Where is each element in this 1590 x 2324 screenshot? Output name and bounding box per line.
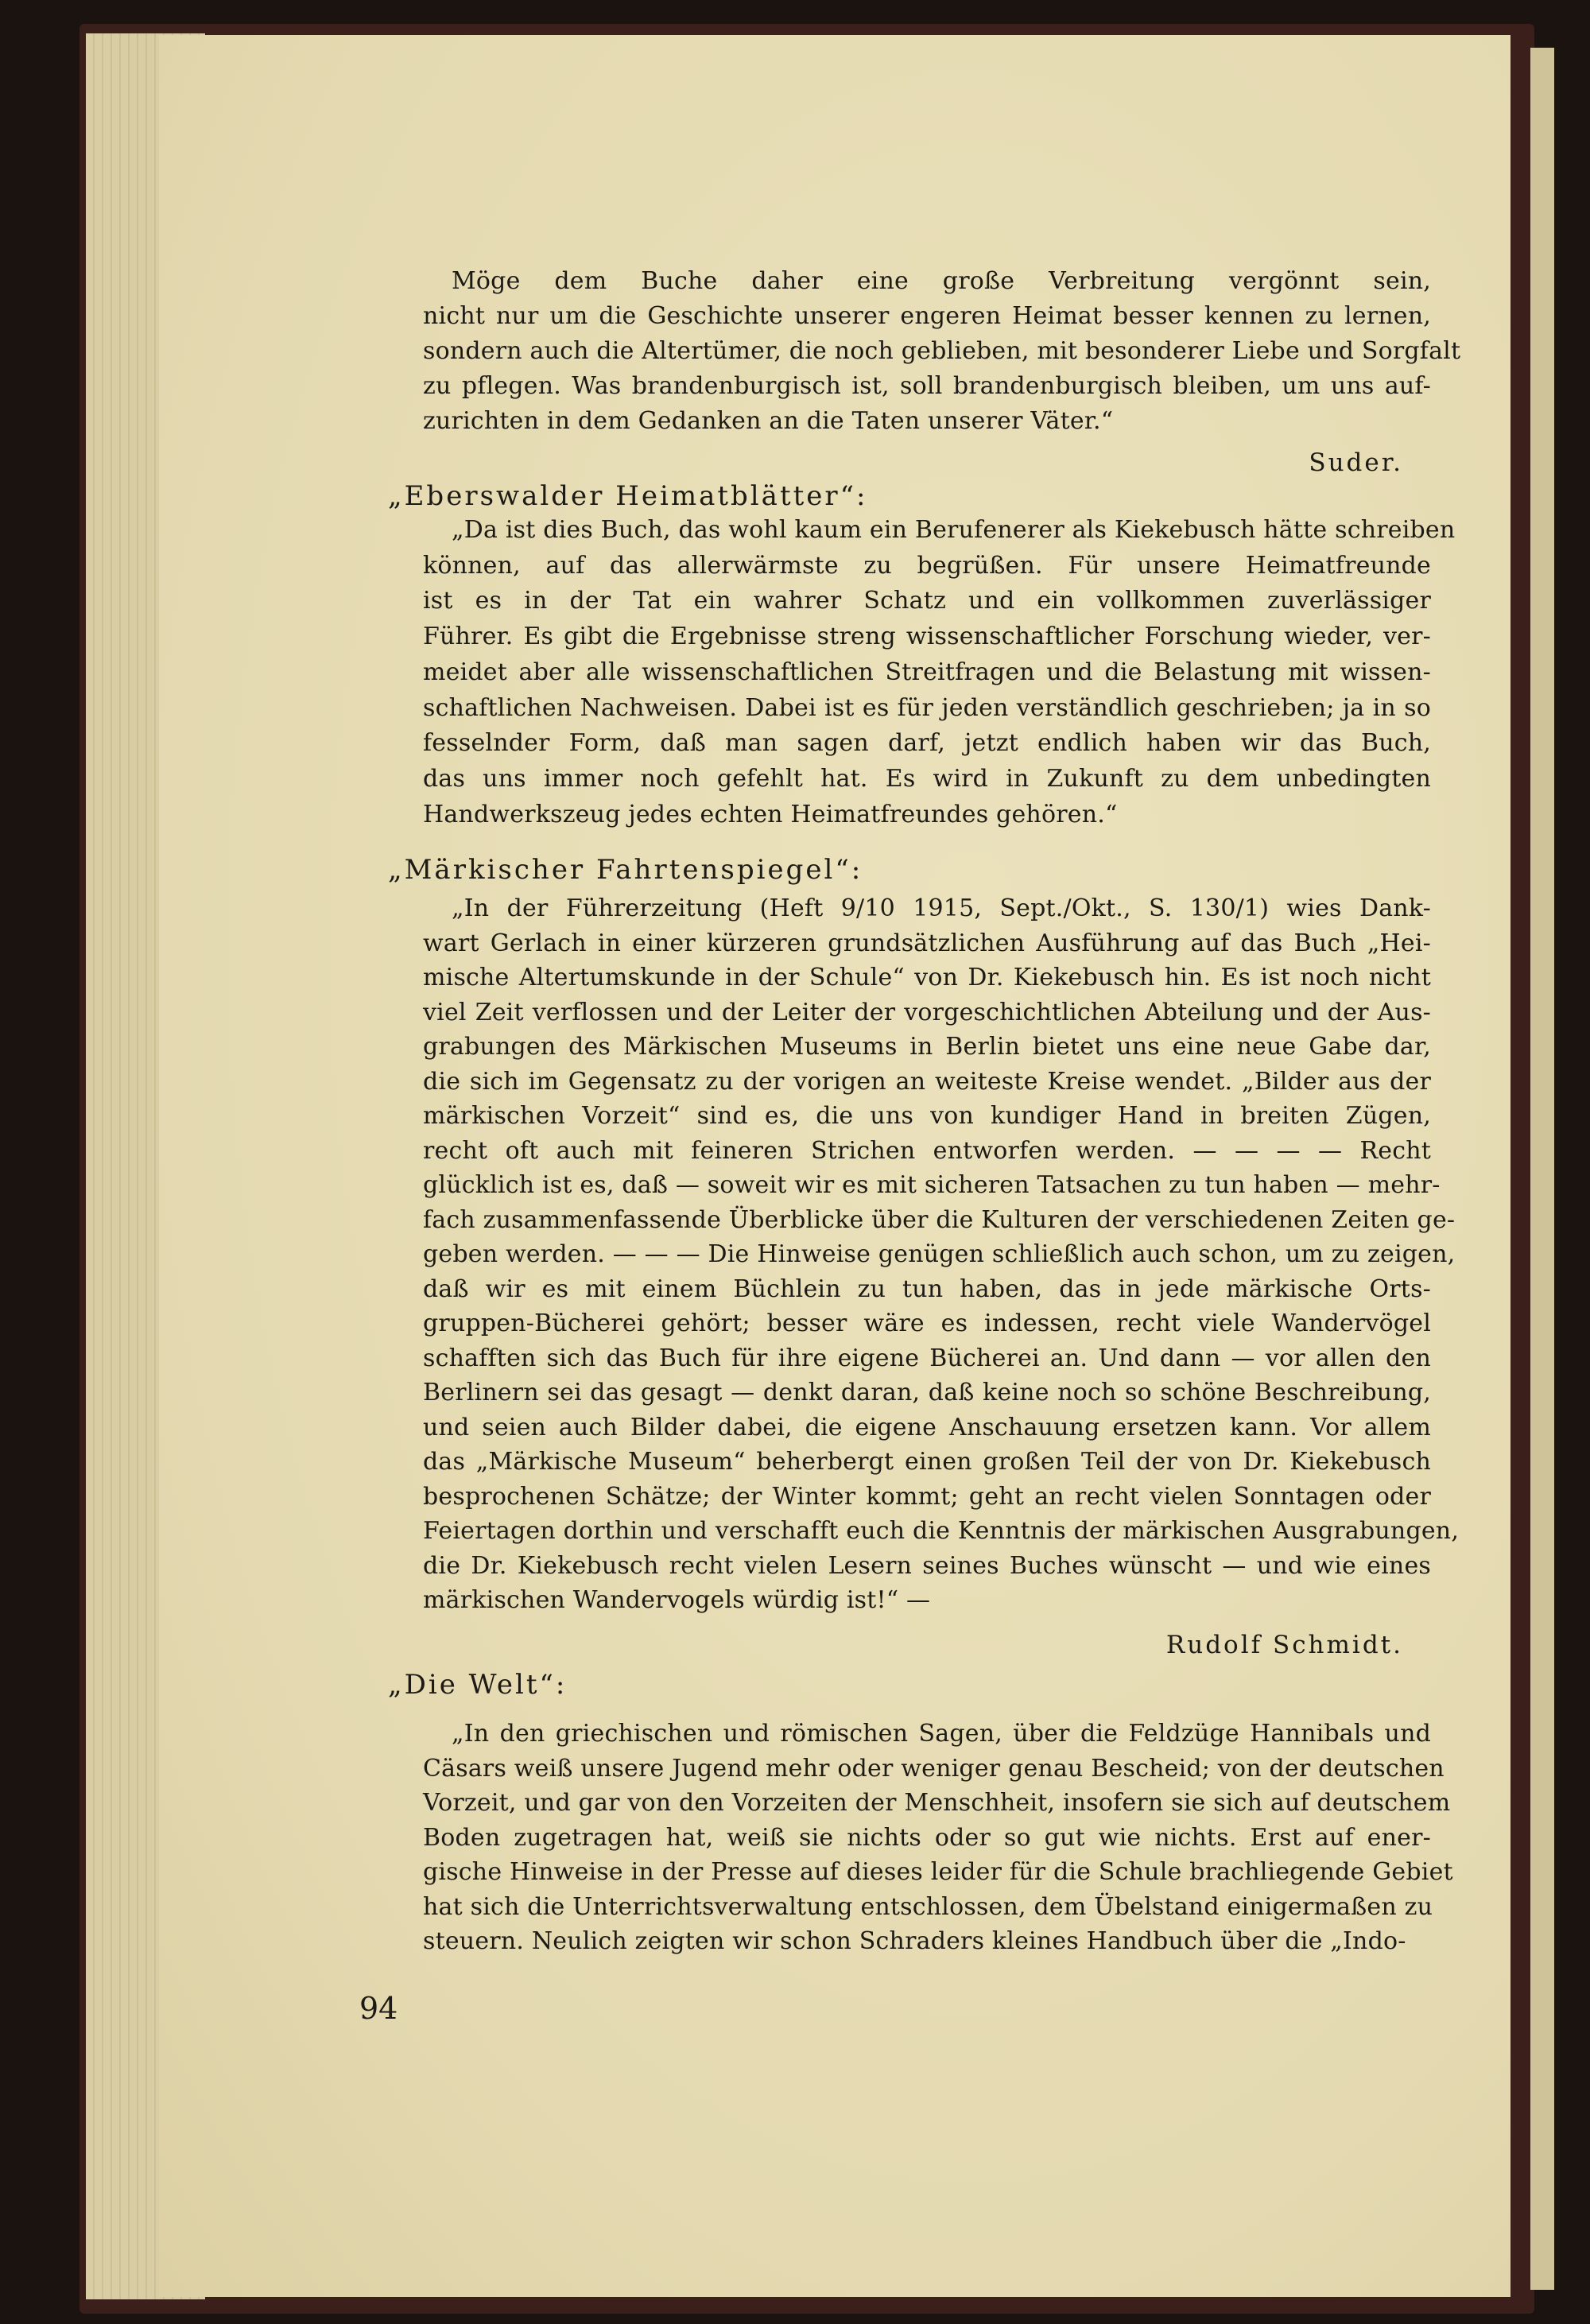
- text-line: Möge dem Buche daher eine große Verbreitung vergönnt sein,: [452, 267, 1431, 295]
- text-line: fach zusammenfassende Überblicke über die Kulturen der verschiedenen Zeiten ge-: [423, 1205, 1456, 1234]
- text-line: das uns immer noch gefehlt hat. Es wird in Zukunft zu dem unbedingten: [423, 764, 1431, 793]
- text-line: geben werden. — — — Die Hinweise genügen schließlich auch schon, um zu zeigen,: [423, 1240, 1456, 1268]
- text-line: mische Altertumskunde in der Schule“ von Dr. Kiekebusch hin. Es ist noch nicht: [423, 964, 1431, 991]
- text-line: fesselnder Form, daß man sagen darf, jetzt endlich haben wir das Buch,: [423, 729, 1431, 758]
- text-line: schaftlichen Nachweisen. Dabei ist es für jeden verständlich geschrieben; ja in so: [423, 693, 1431, 722]
- text-line: das „Märkische Museum“ beherbergt einen großen Teil der von Dr. Kiekebusch: [423, 1448, 1431, 1476]
- section-heading: „Märkischer Fahrtenspiegel“:: [388, 854, 863, 886]
- text-line: märkischen Vorzeit“ sind es, die uns von kundiger Hand in breiten Zügen,: [423, 1102, 1431, 1130]
- next-page-edge: [1530, 48, 1554, 2290]
- section-heading: „Eberswalder Heimatblätter“:: [388, 480, 868, 512]
- text-line: „Da ist dies Buch, das wohl kaum ein Berufenerer als Kiekebusch hätte schreiben: [452, 516, 1456, 544]
- text-line: gische Hinweise in der Presse auf dieses leider für die Schule brachliegende Gebiet: [423, 1858, 1453, 1886]
- text-line: recht oft auch mit feineren Strichen entworfen werden. — — — — Recht: [423, 1136, 1431, 1165]
- text-line: steuern. Neulich zeigten wir schon Schraders kleines Handbuch über die „Indo-: [423, 1927, 1406, 1955]
- text-line: zu pflegen. Was brandenburgisch ist, soll brandenburgisch bleiben, um uns auf-: [423, 372, 1431, 400]
- text-line: daß wir es mit einem Büchlein zu tun haben, das in jede märkische Orts-: [423, 1275, 1431, 1303]
- text-line: Cäsars weiß unsere Jugend mehr oder weniger genau Bescheid; von der deutschen: [423, 1754, 1445, 1783]
- text-line: ist es in der Tat ein wahrer Schatz und ein vollkommen zuverlässiger: [423, 587, 1431, 615]
- text-line: können, auf das allerwärmste zu begrüßen. Für unsere Heimatfreunde: [423, 551, 1431, 580]
- text-line: nicht nur um die Geschichte unserer engeren Heimat besser kennen zu lernen,: [423, 302, 1431, 330]
- text-line: Vorzeit, und gar von den Vorzeiten der Menschheit, insofern sie sich auf deutschem: [423, 1789, 1451, 1817]
- signature: Suder.: [1309, 448, 1403, 477]
- text-line: Handwerkszeug jedes echten Heimatfreundes gehören.“: [423, 800, 1118, 828]
- text-line: Berlinern sei das gesagt — denkt daran, daß keine noch so schöne Beschreibung,: [423, 1379, 1431, 1406]
- text-line: viel Zeit verflossen und der Leiter der vorgeschichtlichen Abteilung und der Aus-: [423, 998, 1431, 1026]
- page-number: 94: [359, 1991, 398, 2026]
- text-line: hat sich die Unterrichtsverwaltung entschlossen, dem Übelstand einigermaßen zu: [423, 1892, 1433, 1921]
- text-line: gruppen-Bücherei gehört; besser wäre es indessen, recht viele Wandervögel: [423, 1309, 1431, 1337]
- section-heading: „Die Welt“:: [388, 1669, 568, 1701]
- text-line: und seien auch Bilder dabei, die eigene Anschauung ersetzen kann. Vor allem: [423, 1413, 1431, 1441]
- text-line: Führer. Es gibt die Ergebnisse streng wissenschaftlicher Forschung wieder, ver-: [423, 623, 1431, 651]
- text-line: grabungen des Märkischen Museums in Berlin bietet uns eine neue Gabe dar,: [423, 1033, 1431, 1061]
- signature: Rudolf Schmidt.: [1165, 1631, 1403, 1659]
- text-line: besprochenen Schätze; der Winter kommt; geht an recht vielen Sonntagen oder: [423, 1482, 1431, 1511]
- text-line: wart Gerlach in einer kürzeren grundsätzlichen Ausführung auf das Buch „Hei-: [423, 929, 1431, 957]
- text-line: Boden zugetragen hat, weiß sie nichts oder so gut wie nichts. Erst auf ener-: [423, 1823, 1431, 1852]
- text-line: die Dr. Kiekebusch recht vielen Lesern seines Buches wünscht — und wie eines: [423, 1551, 1431, 1580]
- text-line: „In den griechischen und römischen Sagen, über die Feldzüge Hannibals und: [452, 1720, 1431, 1748]
- text-line: sondern auch die Altertümer, die noch geblieben, mit besonderer Liebe und Sorgfalt: [423, 337, 1461, 365]
- text-line: „In der Führerzeitung (Heft 9/10 1915, Sept./Okt., S. 130/1) wies Dank-: [452, 894, 1431, 922]
- text-line: märkischen Wandervogels würdig ist!“ —: [423, 1586, 931, 1614]
- text-line: meidet aber alle wissenschaftlichen Streitfragen und die Belastung mit wissen-: [423, 658, 1431, 686]
- text-line: schafften sich das Buch für ihre eigene Bücherei an. Und dann — vor allen den: [423, 1344, 1431, 1372]
- text-line: zurichten in dem Gedanken an die Taten unserer Väter.“: [423, 407, 1114, 435]
- text-line: Feiertagen dorthin und verschafft euch die Kenntnis der märkischen Ausgrabungen,: [423, 1517, 1460, 1545]
- text-line: die sich im Gegensatz zu der vorigen an weiteste Kreise wendet. „Bilder aus der: [423, 1067, 1431, 1096]
- text-line: glücklich ist es, daß — soweit wir es mit sicheren Tatsachen zu tun haben — mehr-: [423, 1171, 1441, 1199]
